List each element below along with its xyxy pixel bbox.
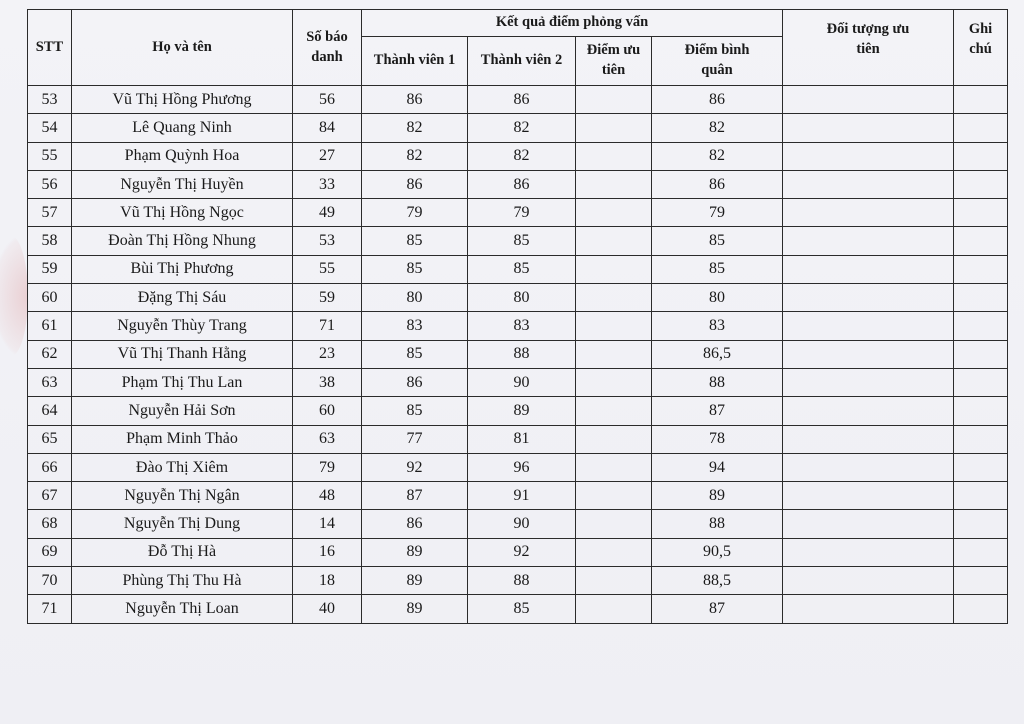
cell-name: Phùng Thị Thu Hà: [72, 567, 293, 595]
cell-stt: 57: [28, 199, 72, 227]
cell-note: [954, 199, 1008, 227]
cell-name: Đào Thị Xiêm: [72, 453, 293, 481]
cell-sbd: 55: [293, 255, 362, 283]
cell-sbd: 40: [293, 595, 362, 623]
cell-sbd: 53: [293, 227, 362, 255]
cell-priority-target: [783, 199, 954, 227]
cell-member2: 86: [468, 170, 576, 198]
cell-name: Nguyễn Thị Huyền: [72, 170, 293, 198]
cell-member1: 89: [362, 595, 468, 623]
cell-name: Đỗ Thị Hà: [72, 538, 293, 566]
cell-priority-points: [576, 114, 652, 142]
cell-stt: 68: [28, 510, 72, 538]
cell-note: [954, 142, 1008, 170]
cell-priority-target: [783, 368, 954, 396]
table-row: [28, 227, 1008, 255]
cell-average: 85: [652, 227, 783, 255]
cell-name: Vũ Thị Hồng Ngọc: [72, 199, 293, 227]
cell-stt: 62: [28, 340, 72, 368]
cell-member1: 80: [362, 284, 468, 312]
cell-priority-target: [783, 567, 954, 595]
cell-sbd: 23: [293, 340, 362, 368]
cell-stt: 71: [28, 595, 72, 623]
cell-average: 83: [652, 312, 783, 340]
cell-member1: 86: [362, 510, 468, 538]
table-row: [28, 425, 1008, 453]
cell-member1: 82: [362, 114, 468, 142]
col-header-stt: STT: [28, 10, 72, 86]
cell-average: 88,5: [652, 567, 783, 595]
cell-sbd: 14: [293, 510, 362, 538]
cell-priority-points: [576, 86, 652, 114]
cell-average: 85: [652, 255, 783, 283]
cell-member1: 86: [362, 170, 468, 198]
cell-note: [954, 255, 1008, 283]
cell-name: Nguyễn Thị Ngân: [72, 482, 293, 510]
cell-priority-target: [783, 255, 954, 283]
cell-stt: 61: [28, 312, 72, 340]
table-row: [28, 86, 1008, 114]
cell-priority-points: [576, 340, 652, 368]
col-header-average: Điểm bình quân: [652, 37, 783, 86]
cell-member1: 89: [362, 567, 468, 595]
cell-member2: 88: [468, 340, 576, 368]
cell-average: 86: [652, 86, 783, 114]
cell-member1: 89: [362, 538, 468, 566]
cell-priority-points: [576, 453, 652, 481]
cell-sbd: 79: [293, 453, 362, 481]
cell-member1: 86: [362, 368, 468, 396]
table-row: [28, 567, 1008, 595]
cell-name: Đặng Thị Sáu: [72, 284, 293, 312]
cell-priority-target: [783, 227, 954, 255]
cell-priority-target: [783, 86, 954, 114]
cell-member1: 86: [362, 86, 468, 114]
cell-note: [954, 538, 1008, 566]
col-header-priority-points: Điểm ưu tiên: [576, 37, 652, 86]
cell-member1: 79: [362, 199, 468, 227]
cell-stt: 65: [28, 425, 72, 453]
cell-average: 87: [652, 595, 783, 623]
cell-stt: 67: [28, 482, 72, 510]
cell-average: 86,5: [652, 340, 783, 368]
cell-member2: 82: [468, 114, 576, 142]
cell-member1: 85: [362, 255, 468, 283]
cell-stt: 66: [28, 453, 72, 481]
cell-note: [954, 86, 1008, 114]
cell-sbd: 38: [293, 368, 362, 396]
cell-average: 87: [652, 397, 783, 425]
cell-name: Nguyễn Hải Sơn: [72, 397, 293, 425]
table-row: [28, 142, 1008, 170]
col-header-priority-target: Đối tượng ưu tiên: [783, 10, 954, 86]
table-header-row-1: [28, 10, 1008, 37]
cell-note: [954, 510, 1008, 538]
cell-priority-points: [576, 255, 652, 283]
cell-priority-target: [783, 595, 954, 623]
cell-name: Vũ Thị Hồng Phương: [72, 86, 293, 114]
cell-average: 80: [652, 284, 783, 312]
col-header-name: Họ và tên: [72, 10, 293, 86]
table-row: [28, 340, 1008, 368]
cell-member1: 92: [362, 453, 468, 481]
cell-member1: 83: [362, 312, 468, 340]
cell-member2: 89: [468, 397, 576, 425]
cell-name: Phạm Quỳnh Hoa: [72, 142, 293, 170]
cell-priority-target: [783, 312, 954, 340]
cell-stt: 60: [28, 284, 72, 312]
cell-sbd: 18: [293, 567, 362, 595]
cell-member1: 85: [362, 340, 468, 368]
col-header-member2: Thành viên 2: [468, 37, 576, 86]
table-row: [28, 397, 1008, 425]
col-header-results-group: Kết quả điểm phỏng vấn: [362, 10, 783, 37]
cell-priority-points: [576, 170, 652, 198]
cell-priority-points: [576, 567, 652, 595]
cell-stt: 70: [28, 567, 72, 595]
cell-sbd: 84: [293, 114, 362, 142]
cell-stt: 64: [28, 397, 72, 425]
cell-member1: 82: [362, 142, 468, 170]
cell-priority-points: [576, 227, 652, 255]
cell-sbd: 71: [293, 312, 362, 340]
cell-member2: 91: [468, 482, 576, 510]
cell-member2: 79: [468, 199, 576, 227]
cell-average: 88: [652, 510, 783, 538]
col-header-member1: Thành viên 1: [362, 37, 468, 86]
cell-average: 82: [652, 142, 783, 170]
cell-name: Nguyễn Thị Loan: [72, 595, 293, 623]
cell-priority-points: [576, 510, 652, 538]
table-row: [28, 453, 1008, 481]
cell-priority-target: [783, 482, 954, 510]
cell-note: [954, 170, 1008, 198]
cell-average: 90,5: [652, 538, 783, 566]
cell-note: [954, 453, 1008, 481]
cell-priority-points: [576, 538, 652, 566]
cell-name: Đoàn Thị Hồng Nhung: [72, 227, 293, 255]
cell-average: 78: [652, 425, 783, 453]
cell-stt: 69: [28, 538, 72, 566]
cell-priority-target: [783, 425, 954, 453]
cell-stt: 59: [28, 255, 72, 283]
table-row: [28, 284, 1008, 312]
cell-note: [954, 482, 1008, 510]
interview-results-table: [27, 9, 1008, 624]
cell-average: 79: [652, 199, 783, 227]
table-row: [28, 368, 1008, 396]
cell-member2: 80: [468, 284, 576, 312]
col-header-sbd: Số báo danh: [293, 10, 362, 86]
cell-priority-points: [576, 482, 652, 510]
cell-name: Phạm Thị Thu Lan: [72, 368, 293, 396]
table-row: [28, 199, 1008, 227]
cell-note: [954, 397, 1008, 425]
cell-average: 88: [652, 368, 783, 396]
cell-note: [954, 227, 1008, 255]
cell-member2: 83: [468, 312, 576, 340]
cell-note: [954, 567, 1008, 595]
table-row: [28, 312, 1008, 340]
cell-note: [954, 312, 1008, 340]
table-row: [28, 482, 1008, 510]
cell-member2: 88: [468, 567, 576, 595]
cell-member2: 85: [468, 227, 576, 255]
cell-stt: 55: [28, 142, 72, 170]
cell-note: [954, 425, 1008, 453]
cell-sbd: 16: [293, 538, 362, 566]
cell-sbd: 27: [293, 142, 362, 170]
cell-member1: 85: [362, 397, 468, 425]
cell-stt: 53: [28, 86, 72, 114]
cell-member1: 77: [362, 425, 468, 453]
cell-stt: 58: [28, 227, 72, 255]
cell-average: 89: [652, 482, 783, 510]
table-row: [28, 510, 1008, 538]
cell-note: [954, 284, 1008, 312]
cell-priority-target: [783, 114, 954, 142]
cell-priority-points: [576, 284, 652, 312]
cell-member2: 82: [468, 142, 576, 170]
cell-note: [954, 595, 1008, 623]
cell-name: Lê Quang Ninh: [72, 114, 293, 142]
cell-name: Vũ Thị Thanh Hằng: [72, 340, 293, 368]
cell-stt: 63: [28, 368, 72, 396]
cell-sbd: 48: [293, 482, 362, 510]
cell-member2: 90: [468, 510, 576, 538]
cell-name: Nguyễn Thị Dung: [72, 510, 293, 538]
cell-priority-points: [576, 142, 652, 170]
col-header-note: Ghi chú: [954, 10, 1008, 86]
cell-priority-target: [783, 284, 954, 312]
red-stamp-mark: [0, 236, 28, 356]
table-row: [28, 595, 1008, 623]
table-row: [28, 255, 1008, 283]
cell-name: Phạm Minh Thảo: [72, 425, 293, 453]
cell-sbd: 49: [293, 199, 362, 227]
cell-priority-points: [576, 199, 652, 227]
cell-sbd: 59: [293, 284, 362, 312]
cell-priority-target: [783, 170, 954, 198]
cell-member2: 85: [468, 595, 576, 623]
cell-member2: 96: [468, 453, 576, 481]
cell-member2: 92: [468, 538, 576, 566]
cell-average: 94: [652, 453, 783, 481]
cell-note: [954, 114, 1008, 142]
cell-sbd: 60: [293, 397, 362, 425]
cell-stt: 56: [28, 170, 72, 198]
cell-name: Bùi Thị Phương: [72, 255, 293, 283]
cell-average: 86: [652, 170, 783, 198]
cell-name: Nguyễn Thùy Trang: [72, 312, 293, 340]
cell-note: [954, 340, 1008, 368]
cell-member2: 86: [468, 86, 576, 114]
cell-note: [954, 368, 1008, 396]
table-body: [28, 86, 1008, 624]
cell-member1: 87: [362, 482, 468, 510]
cell-stt: 54: [28, 114, 72, 142]
table-row: [28, 114, 1008, 142]
cell-priority-target: [783, 397, 954, 425]
cell-priority-target: [783, 142, 954, 170]
cell-member2: 85: [468, 255, 576, 283]
cell-priority-points: [576, 425, 652, 453]
cell-priority-target: [783, 453, 954, 481]
cell-sbd: 56: [293, 86, 362, 114]
cell-sbd: 33: [293, 170, 362, 198]
cell-priority-points: [576, 312, 652, 340]
table-row: [28, 538, 1008, 566]
cell-priority-points: [576, 368, 652, 396]
cell-member1: 85: [362, 227, 468, 255]
cell-priority-target: [783, 510, 954, 538]
cell-average: 82: [652, 114, 783, 142]
cell-sbd: 63: [293, 425, 362, 453]
cell-priority-target: [783, 340, 954, 368]
cell-member2: 90: [468, 368, 576, 396]
table-row: [28, 170, 1008, 198]
cell-priority-points: [576, 397, 652, 425]
cell-priority-target: [783, 538, 954, 566]
cell-priority-points: [576, 595, 652, 623]
cell-member2: 81: [468, 425, 576, 453]
